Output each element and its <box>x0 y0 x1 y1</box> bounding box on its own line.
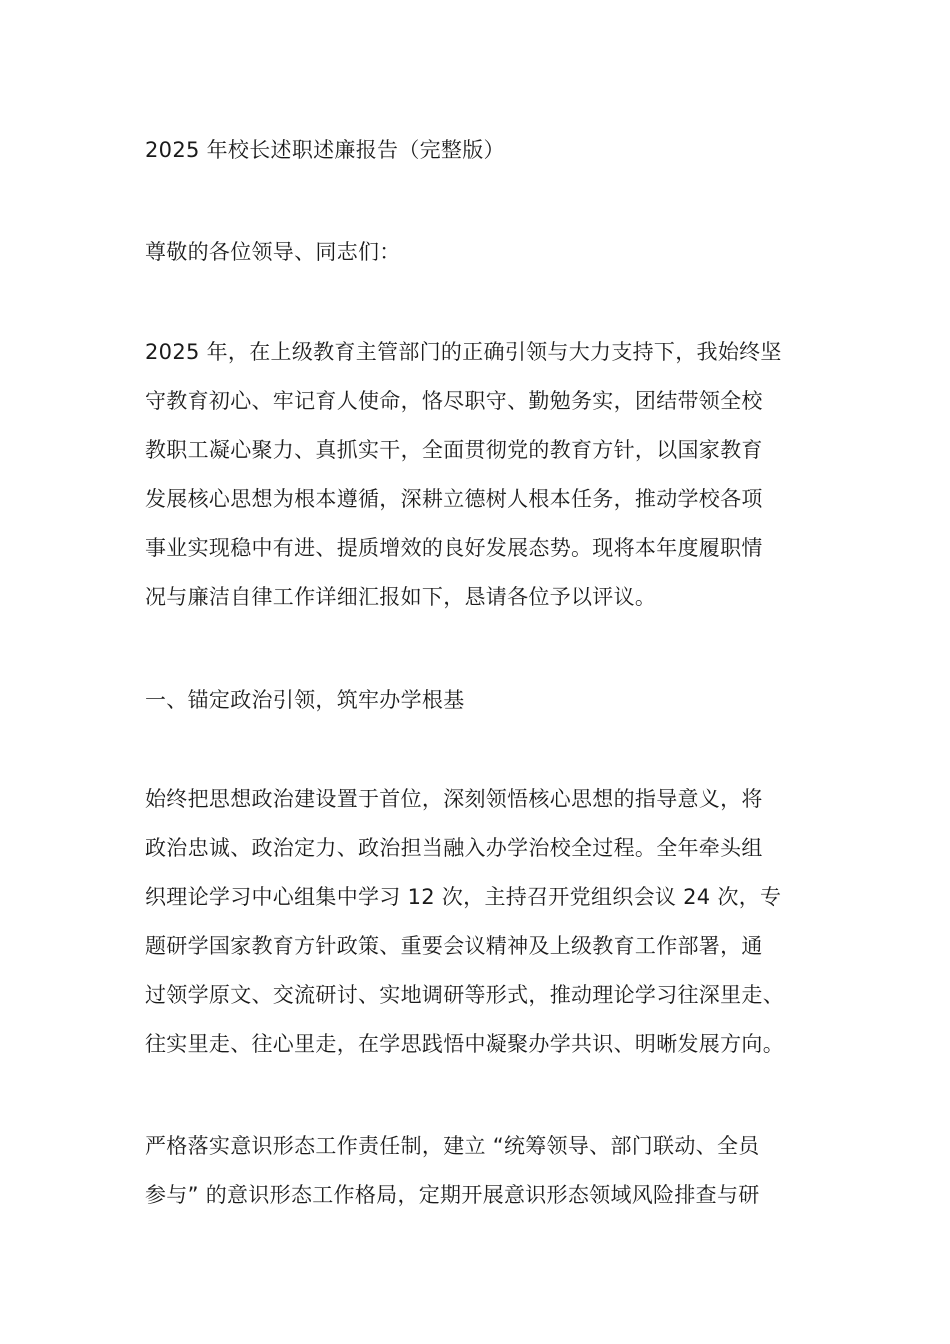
paragraph-line: 始终把思想政治建设置于首位，深刻领悟核心思想的指导意义，将 <box>145 787 763 811</box>
paragraph-line: 守教育初心、牢记育人使命，恪尽职守、勤勉务实，团结带领全校 <box>145 389 763 413</box>
paragraph-line: 参与” 的意识形态工作格局，定期开展意识形态领域风险排查与研 <box>145 1183 760 1207</box>
paragraph-line: 过领学原文、交流研讨、实地调研等形式，推动理论学习往深里走、 <box>145 983 784 1007</box>
paragraph-line: 政治忠诚、政治定力、政治担当融入办学治校全过程。全年牵头组 <box>145 836 763 860</box>
salutation <box>145 228 835 277</box>
paragraph-line: 题研学国家教育方针政策、重要会议精神及上级教育工作部署，通 <box>145 934 763 958</box>
section1-paragraph-2 <box>145 1122 835 1220</box>
section1-paragraph-1 <box>145 775 835 1069</box>
paragraph-line: 事业实现稳中有进、提质增效的良好发展态势。现将本年度履职情 <box>145 536 763 560</box>
paragraph-line: 严格落实意识形态工作责任制，建立 “统筹领导、部门联动、全员 <box>145 1134 760 1158</box>
paragraph-line: 况与廉洁自律工作详细汇报如下，恳请各位予以评议。 <box>145 585 657 609</box>
paragraph-line: 往实里走、往心里走，在学思践悟中凝聚办学共识、明晰发展方向。 <box>145 1032 784 1056</box>
paragraph-line: 发展核心思想为根本遵循，深耕立德树人根本任务，推动学校各项 <box>145 487 763 511</box>
document-title <box>145 126 835 175</box>
intro-paragraph <box>145 328 835 622</box>
salutation-text: 尊敬的各位领导、同志们： <box>145 240 401 264</box>
paragraph-line: 2025 年，在上级教育主管部门的正确引领与大力支持下，我始终坚 <box>145 340 782 364</box>
heading-text: 一、锚定政治引领，筑牢办学根基 <box>145 688 465 712</box>
paragraph-line: 教职工凝心聚力、真抓实干，全面贯彻党的教育方针，以国家教育 <box>145 438 763 462</box>
title-text: 2025 年校长述职述廉报告（完整版） <box>145 138 505 162</box>
paragraph-line: 织理论学习中心组集中学习 12 次，主持召开党组织会议 24 次，专 <box>145 885 782 909</box>
section-heading-1 <box>145 676 835 725</box>
